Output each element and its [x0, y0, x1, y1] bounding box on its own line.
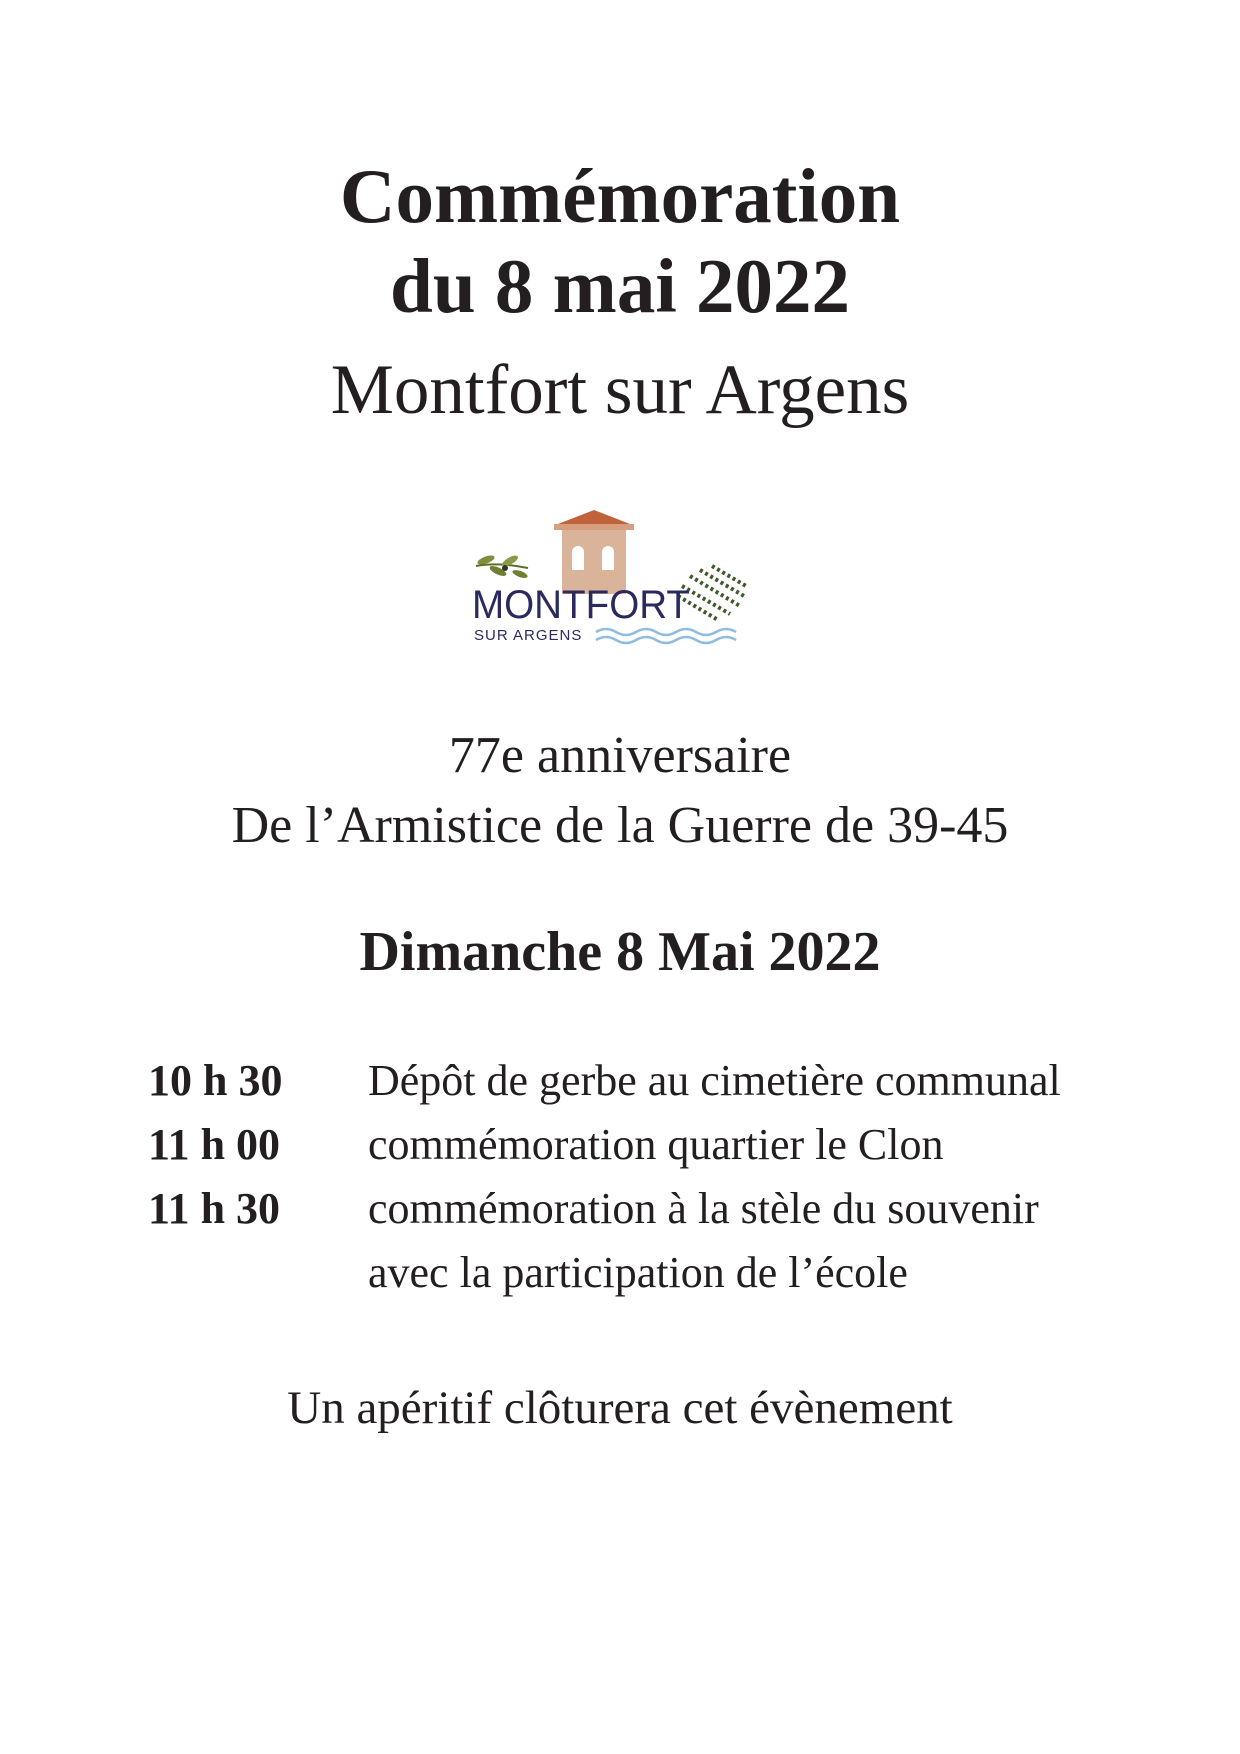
olive-branch-icon — [476, 553, 529, 579]
schedule-description: commémoration quartier le Clon — [368, 1120, 944, 1169]
logo-name: MONTFORT — [472, 583, 690, 627]
logo-subtitle: SUR ARGENS — [474, 627, 583, 644]
tower-icon — [554, 510, 634, 594]
schedule-row — [0, 1114, 1240, 1176]
schedule-time: 11 h 30 — [148, 1184, 281, 1233]
page-title-line-1: Commémoration — [339, 153, 901, 239]
schedule-time: 10 h 30 — [148, 1056, 283, 1105]
anniversary-line-2: De l’Armistice de la Guerre de 39-45 — [231, 797, 1009, 854]
schedule-description: avec la participation de l’école — [368, 1248, 908, 1297]
schedule-description: commémoration à la stèle du souvenir — [368, 1184, 1039, 1233]
town-name: Montfort sur Argens — [330, 351, 910, 429]
schedule-description: Dépôt de gerbe au cimetière communal — [368, 1056, 1061, 1105]
event-date: Dimanche 8 Mai 2022 — [359, 921, 881, 983]
schedule-time: 11 h 00 — [148, 1120, 281, 1169]
montfort-logo — [468, 510, 788, 660]
river-icon — [596, 629, 736, 643]
page-title-line-2: du 8 mai 2022 — [390, 243, 850, 329]
schedule-row — [0, 1050, 1240, 1112]
schedule-row — [0, 1242, 1240, 1304]
closing-note: Un apéritif clôturera cet évènement — [287, 1382, 953, 1434]
anniversary-line-1: 77e anniversaire — [448, 727, 792, 784]
schedule-row — [0, 1178, 1240, 1240]
